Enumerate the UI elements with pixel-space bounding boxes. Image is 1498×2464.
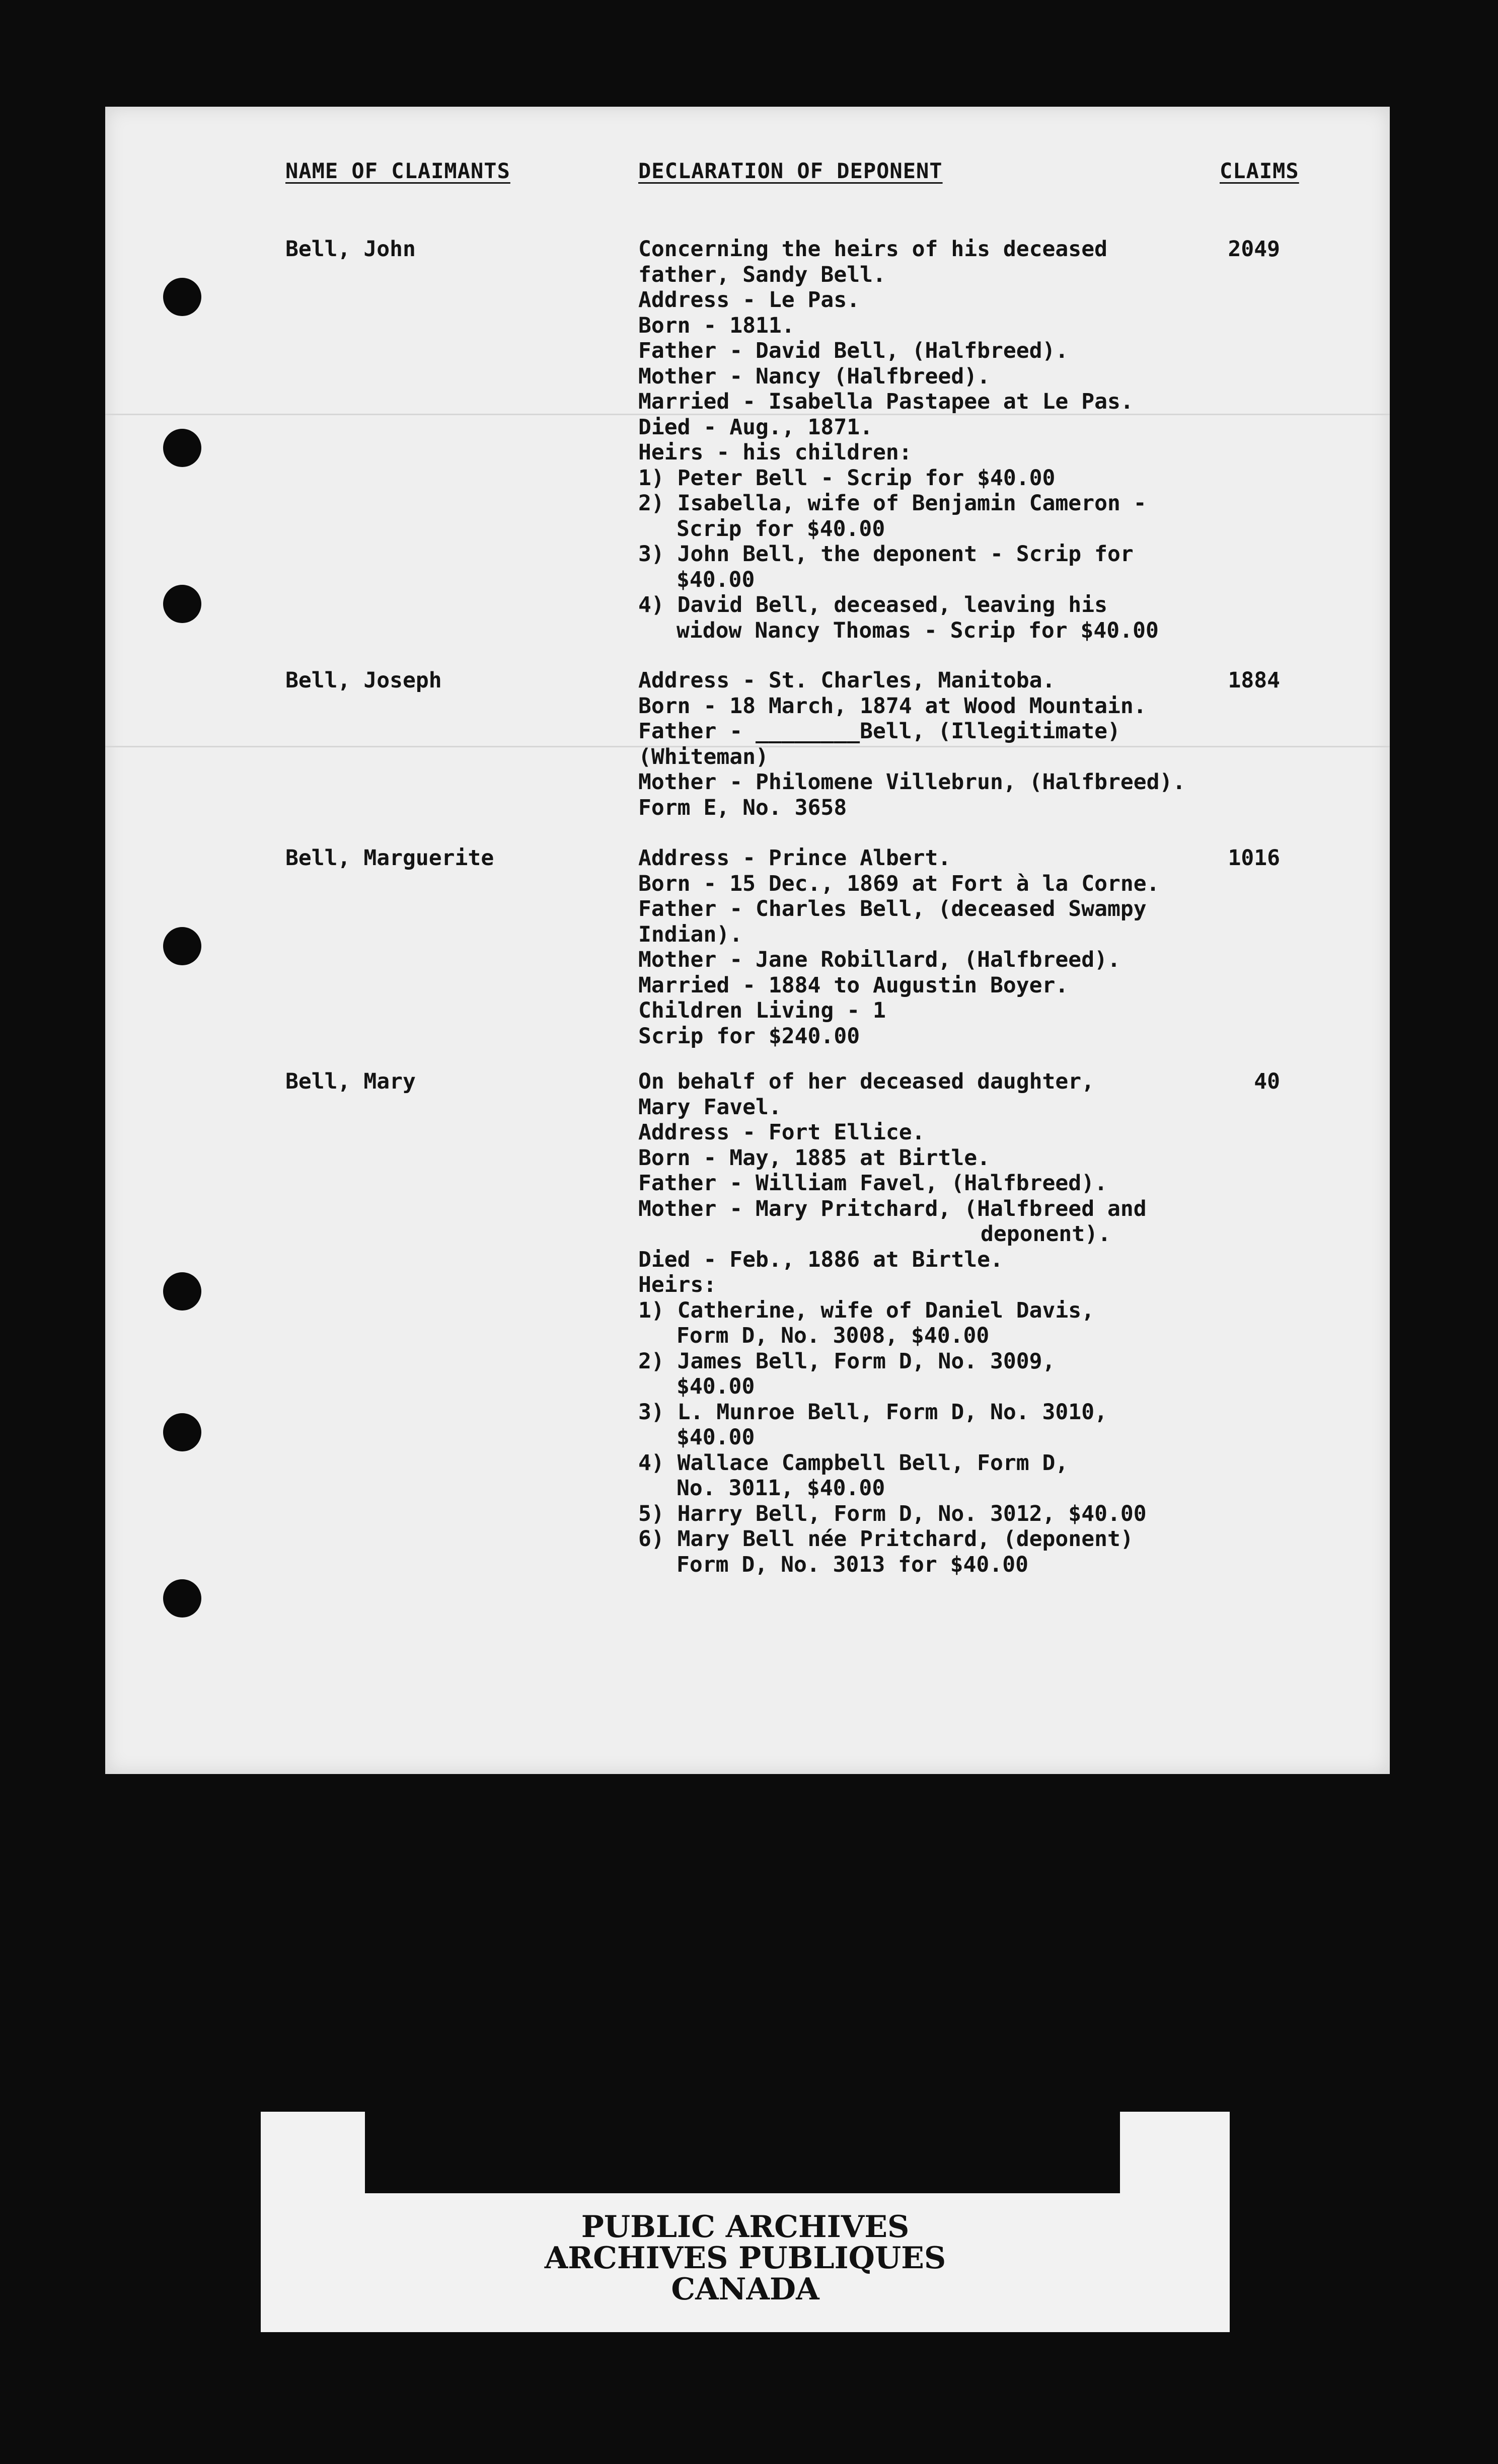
declaration-line: 1) Peter Bell - Scrip for $40.00 <box>638 465 1056 491</box>
declaration-line: Form D, No. 3013 for $40.00 <box>677 1552 1028 1577</box>
declaration-line: Scrip for $40.00 <box>677 516 885 542</box>
declaration-line: father, Sandy Bell. <box>638 262 886 287</box>
declaration-line: Born - 1811. <box>638 313 795 338</box>
declaration-line: Father - ________Bell, (Illegitimate) <box>638 719 1120 744</box>
claimant-name: Bell, Mary <box>285 1069 416 1094</box>
declaration-line: Died - Feb., 1886 at Birtle. <box>638 1247 1003 1272</box>
declaration-line: Mother - Mary Pritchard, (Halfbreed and <box>638 1196 1147 1221</box>
punch-hole <box>163 278 201 316</box>
claim-number: 40 <box>1254 1069 1280 1094</box>
claim-number: 2049 <box>1228 237 1280 262</box>
declaration-line: 2) Isabella, wife of Benjamin Cameron - <box>638 491 1147 516</box>
declaration-line: 2) James Bell, Form D, No. 3009, <box>638 1348 1056 1374</box>
declaration-line: Indian). <box>638 921 743 947</box>
claimant-name: Bell, Marguerite <box>285 845 494 871</box>
declaration-line: 5) Harry Bell, Form D, No. 3012, $40.00 <box>638 1501 1147 1526</box>
declaration-line: $40.00 <box>677 1425 755 1450</box>
header-declaration: DECLARATION OF DEPONENT <box>638 159 943 183</box>
declaration-line: Address - Le Pas. <box>638 287 860 313</box>
declaration-line: Married - 1884 to Augustin Boyer. <box>638 972 1069 998</box>
label-notch <box>365 2112 1120 2193</box>
declaration-line: Died - Aug., 1871. <box>638 414 873 440</box>
declaration-line: (Whiteman) <box>638 744 769 769</box>
punch-hole <box>163 1579 201 1618</box>
header-claims: CLAIMS <box>1220 159 1299 183</box>
declaration-line: Mary Favel. <box>638 1094 782 1120</box>
declaration-line: Father - Charles Bell, (deceased Swampy <box>638 896 1147 921</box>
declaration-line: $40.00 <box>677 567 755 592</box>
declaration-line: Concerning the heirs of his deceased <box>638 237 1107 262</box>
header-claimants: NAME OF CLAIMANTS <box>285 159 510 183</box>
punch-hole <box>163 585 201 623</box>
declaration-line: Father - David Bell, (Halfbreed). <box>638 338 1069 363</box>
archive-label-text <box>261 2211 1230 2305</box>
declaration-line: Form E, No. 3658 <box>638 795 847 820</box>
archive-label-line: PUBLIC ARCHIVES <box>581 2209 910 2245</box>
claim-number: 1016 <box>1228 845 1280 871</box>
claimant-name: Bell, John <box>285 237 416 262</box>
declaration-line: Mother - Jane Robillard, (Halfbreed). <box>638 947 1120 972</box>
archive-label-line: CANADA <box>671 2272 819 2307</box>
archive-label-line: ARCHIVES PUBLIQUES <box>544 2241 946 2276</box>
declaration-line: 3) John Bell, the deponent - Scrip for <box>638 542 1134 567</box>
claim-number: 1884 <box>1228 668 1280 693</box>
declaration-line: Born - 18 March, 1874 at Wood Mountain. <box>638 693 1147 719</box>
punch-hole <box>163 429 201 467</box>
declaration-text <box>638 237 1207 643</box>
declaration-line: Born - 15 Dec., 1869 at Fort à la Corne. <box>638 871 1160 896</box>
declaration-line: Mother - Philomene Villebrun, (Halfbreed). <box>638 769 1186 795</box>
declaration-line: widow Nancy Thomas - Scrip for $40.00 <box>677 618 1159 643</box>
declaration-line: Address - Prince Albert. <box>638 845 951 871</box>
declaration-line: deponent). <box>981 1221 1111 1247</box>
declaration-line: On behalf of her deceased daughter, <box>638 1069 1095 1094</box>
declaration-line: 4) David Bell, deceased, leaving his <box>638 592 1107 618</box>
declaration-line: Married - Isabella Pastapee at Le Pas. <box>638 389 1134 414</box>
declaration-line: Form D, No. 3008, $40.00 <box>677 1323 990 1348</box>
declaration-text <box>638 1069 1207 1577</box>
declaration-line: 4) Wallace Campbell Bell, Form D, <box>638 1450 1069 1476</box>
claimant-name: Bell, Joseph <box>285 668 442 693</box>
declaration-line: Born - May, 1885 at Birtle. <box>638 1145 990 1171</box>
declaration-text <box>638 845 1207 1049</box>
declaration-line: Heirs: <box>638 1272 717 1297</box>
declaration-line: Mother - Nancy (Halfbreed). <box>638 363 990 389</box>
declaration-line: Address - Fort Ellice. <box>638 1120 925 1145</box>
punch-hole <box>163 1413 201 1451</box>
archive-label <box>261 2112 1230 2332</box>
declaration-line: 3) L. Munroe Bell, Form D, No. 3010, <box>638 1399 1107 1425</box>
declaration-line: Heirs - his children: <box>638 440 912 465</box>
declaration-line: 6) Mary Bell née Pritchard, (deponent) <box>638 1526 1134 1552</box>
declaration-line: 1) Catherine, wife of Daniel Davis, <box>638 1297 1095 1323</box>
punch-hole <box>163 927 201 965</box>
declaration-line: $40.00 <box>677 1374 755 1399</box>
declaration-line: Scrip for $240.00 <box>638 1023 860 1049</box>
declaration-text <box>638 668 1207 820</box>
document-page <box>105 107 1390 1774</box>
declaration-line: Children Living - 1 <box>638 998 886 1023</box>
declaration-line: No. 3011, $40.00 <box>677 1476 885 1501</box>
declaration-line: Father - William Favel, (Halfbreed). <box>638 1171 1107 1196</box>
declaration-line: Address - St. Charles, Manitoba. <box>638 668 1056 693</box>
punch-hole <box>163 1272 201 1311</box>
